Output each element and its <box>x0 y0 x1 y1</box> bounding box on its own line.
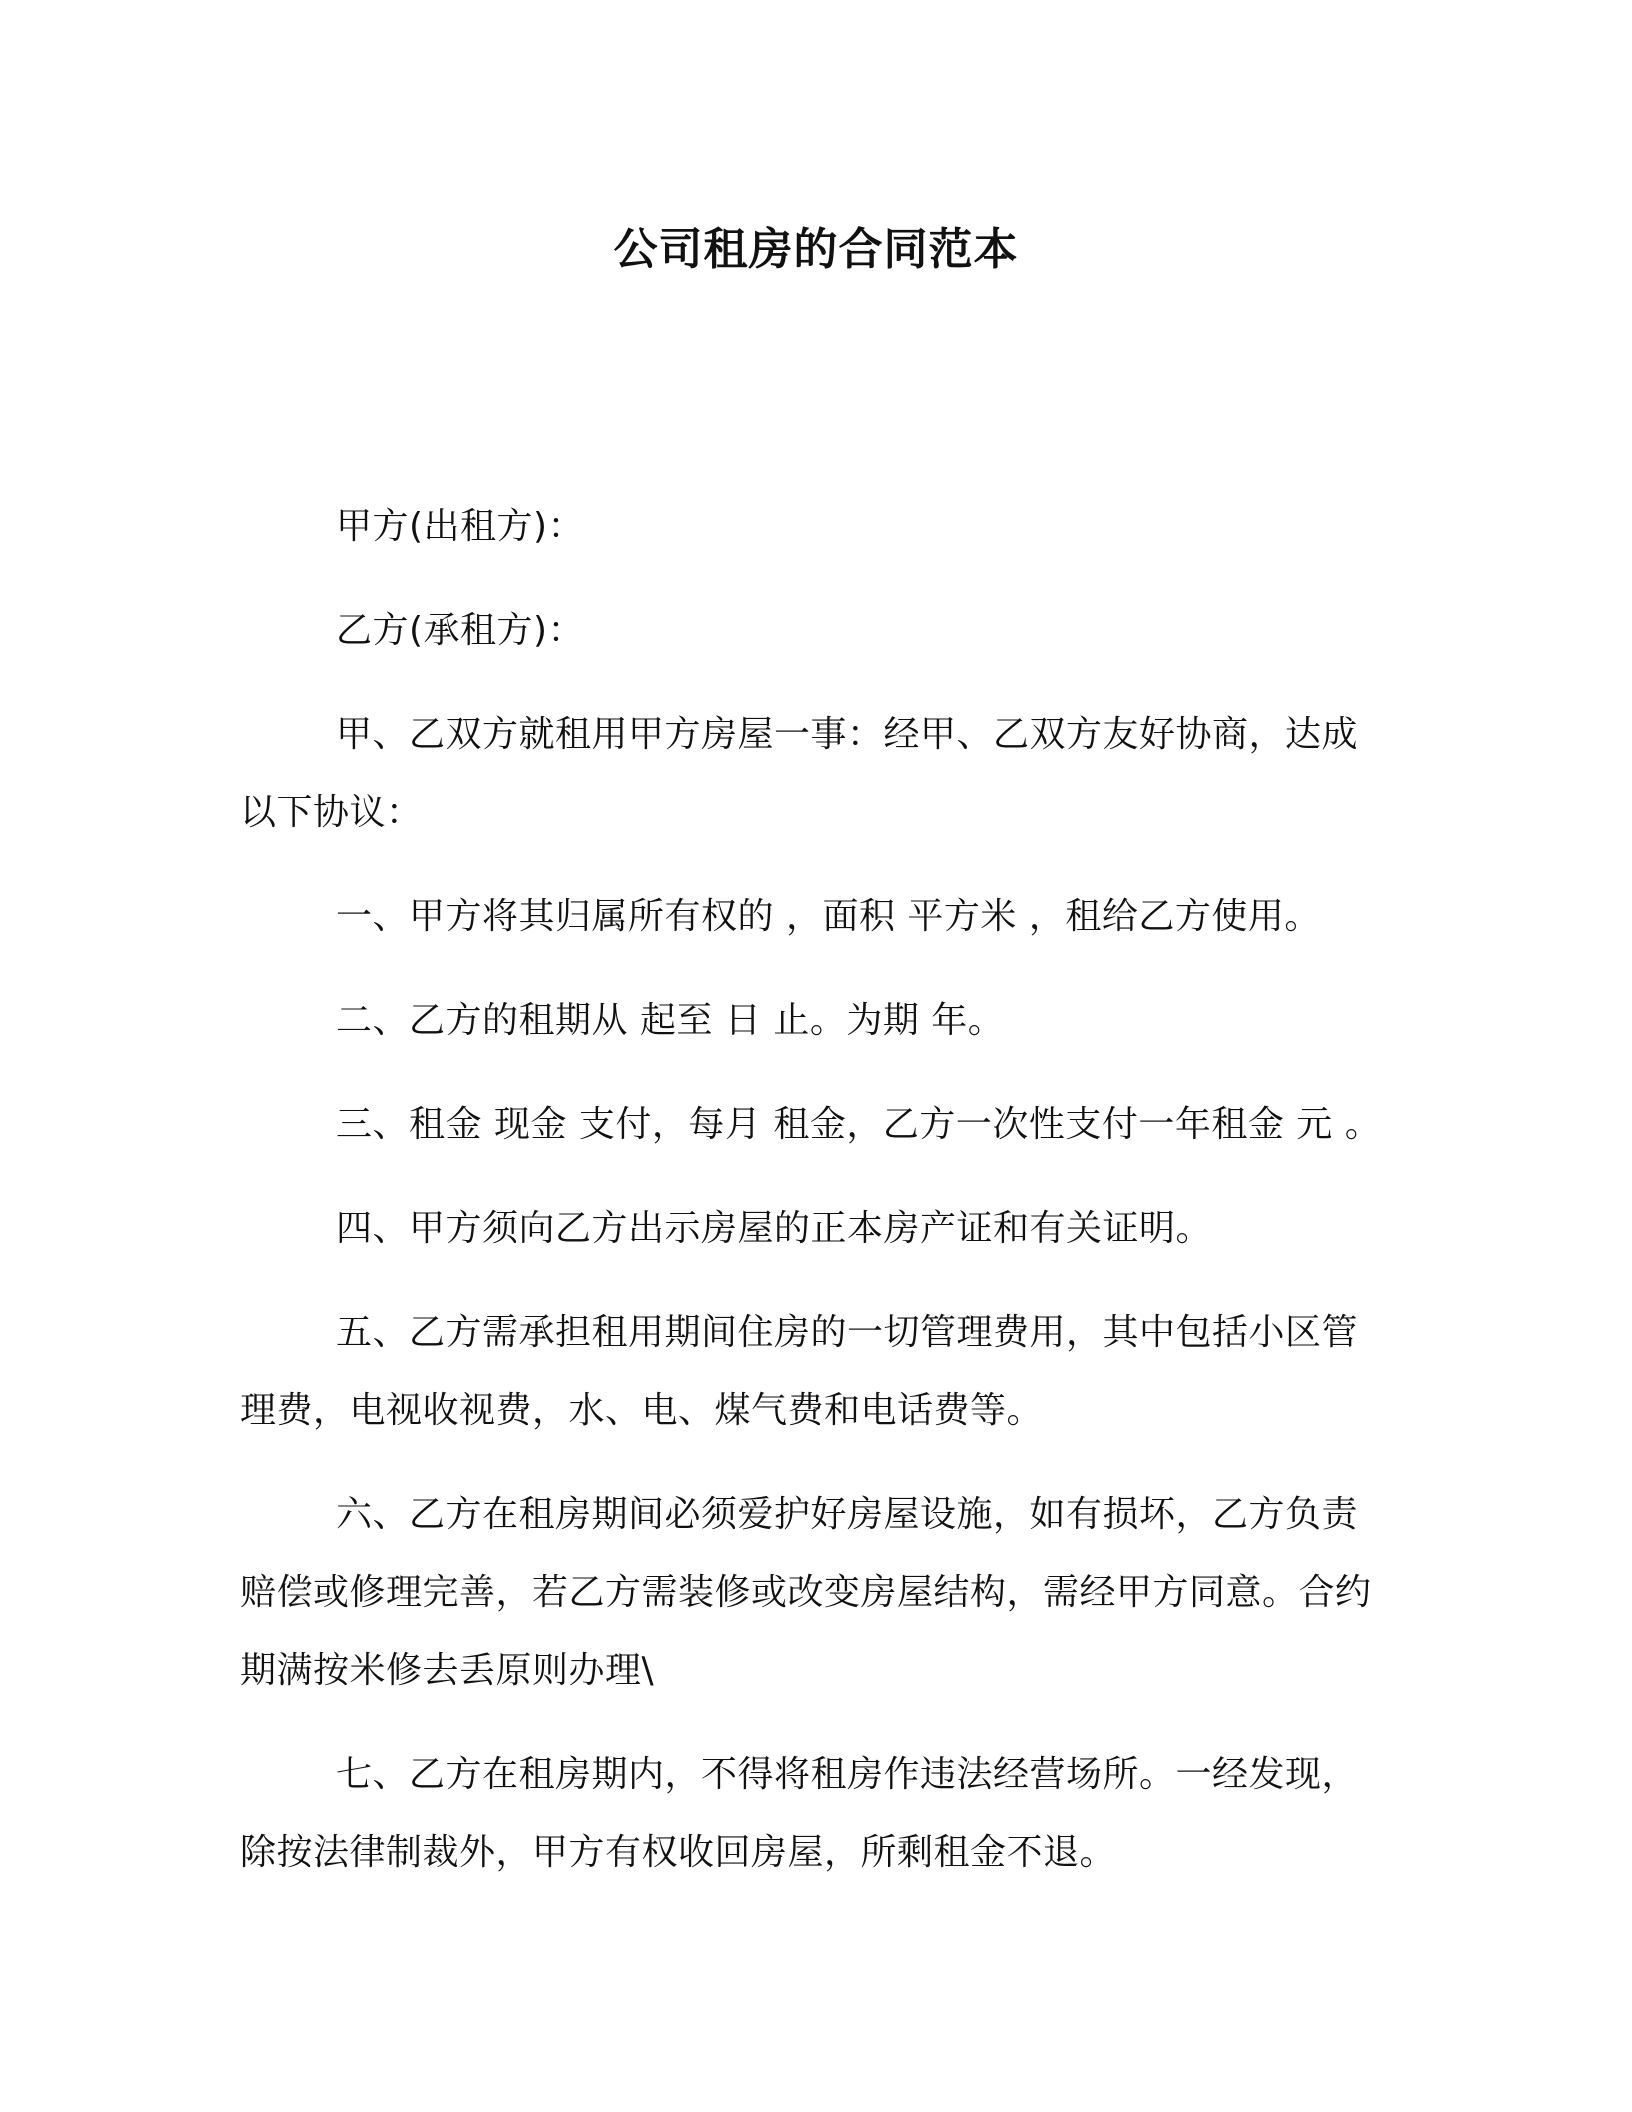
document-body <box>240 488 1385 1892</box>
clause-1: 一、甲方将其归属所有权的 ，面积 平方米 ，租给乙方使用。 <box>336 896 1321 937</box>
clause-6: 六、乙方在租房期间必须爱护好房屋设施，如有损坏，乙方负责赔偿或修理完善，若乙方需装修或改变房屋结构，需经甲方同意。合约期满按米修去丢原则办理\ <box>240 1494 1372 1691</box>
clause-7: 七、乙方在租房期内，不得将租房作违法经营场所。一经发现，除按法律制裁外，甲方有权收回房屋，所剩租金不退。 <box>240 1754 1359 1873</box>
document-title: 公司租房的合同范本 <box>613 224 1019 275</box>
agreement-intro: 甲、乙双方就租用甲方房屋一事：经甲、乙双方友好协商，达成以下协议： <box>240 714 1359 833</box>
clause-2: 二、乙方的租期从 起至 日 止。为期 年。 <box>336 1000 1005 1041</box>
clause-3: 三、租金 现金 支付，每月 租金，乙方一次性支付一年租金 元 。 <box>336 1104 1382 1145</box>
clause-4: 四、甲方须向乙方出示房屋的正本房产证和有关证明。 <box>336 1208 1213 1249</box>
party-b-line: 乙方(承租方)： <box>336 610 585 651</box>
clause-5: 五、乙方需承担租用期间住房的一切管理费用，其中包括小区管理费，电视收视费，水、电、煤气费和电话费等。 <box>240 1312 1359 1431</box>
party-a-line: 甲方(出租方)： <box>336 506 585 547</box>
